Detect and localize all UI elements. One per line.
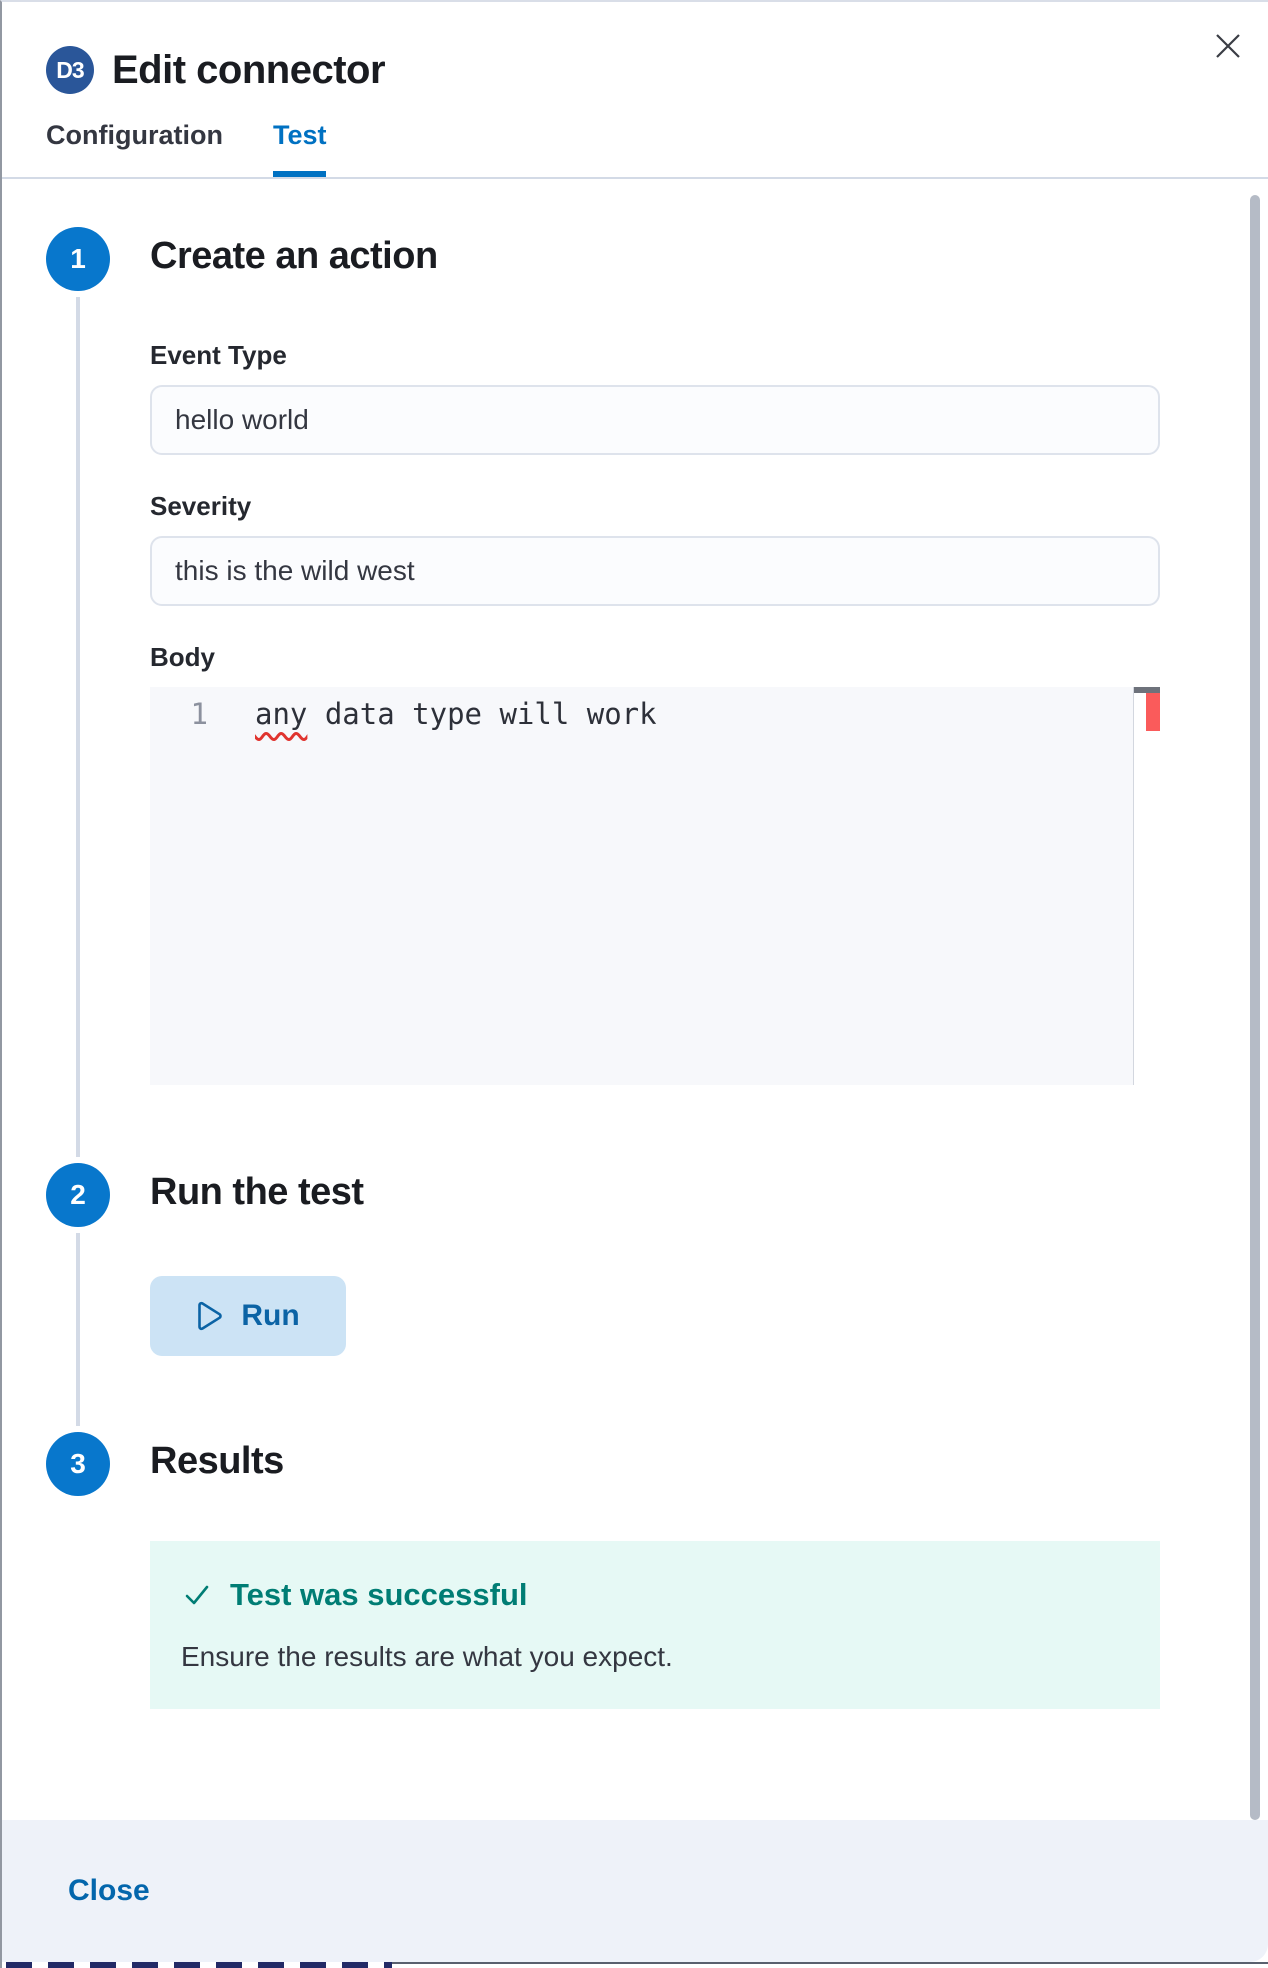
callout-body-text: Ensure the results are what you expect. [181,1641,673,1672]
step2-badge-column [46,1163,110,1432]
run-button[interactable] [150,1276,346,1356]
editor-overview-ruler [1134,687,1160,1085]
occluded-text-fragments [6,1962,392,1968]
callout-title-row [181,1577,1129,1613]
step2-title: Run the test [150,1171,364,1213]
flyout-header [2,2,1268,179]
step2-content [150,1163,1160,1432]
check-icon [181,1579,213,1611]
occluded-divider-line [392,1962,1268,1964]
flyout-body [2,179,1268,1820]
body-code-editor[interactable] [150,687,1160,1085]
close-button[interactable]: Close [68,1874,150,1907]
step-connector-line [76,297,80,1157]
close-icon [1213,31,1243,61]
step1-number-badge: 1 [46,227,110,291]
background-page-strip [2,1962,1268,1968]
step-run-test [46,1163,1268,1432]
callout-title: Test was successful [230,1577,528,1612]
d3-connector-logo-icon: D3 [46,46,94,94]
play-icon [196,1301,223,1331]
title-row [46,46,1224,94]
step1-title: Create an action [150,235,438,277]
severity-label: Severity [150,491,252,521]
run-button-label: Run [241,1299,300,1332]
step-create-action [46,227,1268,1163]
misspelled-word: any [255,697,308,731]
body-label: Body [150,642,215,672]
step3-badge-column [46,1432,110,1709]
step-connector-line [76,1233,80,1426]
editor-line-number: 1 [190,697,208,731]
event-type-label: Event Type [150,340,287,370]
tab-configuration[interactable]: Configuration [46,120,223,150]
step3-content [150,1432,1160,1709]
page-title: Edit connector [112,47,386,92]
close-flyout-button[interactable] [1208,26,1248,66]
tab-test[interactable]: Test [273,120,327,177]
step1-content [150,227,1160,1163]
success-callout [150,1541,1160,1709]
step3-number-badge: 3 [46,1432,110,1496]
event-type-input[interactable] [150,385,1160,455]
code-text: data type will work [307,697,657,731]
flyout-footer [2,1820,1268,1962]
step-results [46,1432,1268,1709]
step3-title: Results [150,1440,284,1482]
step1-badge-column [46,227,110,1163]
flyout-scrollbar-thumb[interactable] [1250,195,1260,1820]
editor-error-marker [1146,693,1160,731]
editor-code-line[interactable] [255,697,657,731]
tab-bar [46,120,1224,177]
severity-input[interactable] [150,536,1160,606]
step2-number-badge: 2 [46,1163,110,1227]
